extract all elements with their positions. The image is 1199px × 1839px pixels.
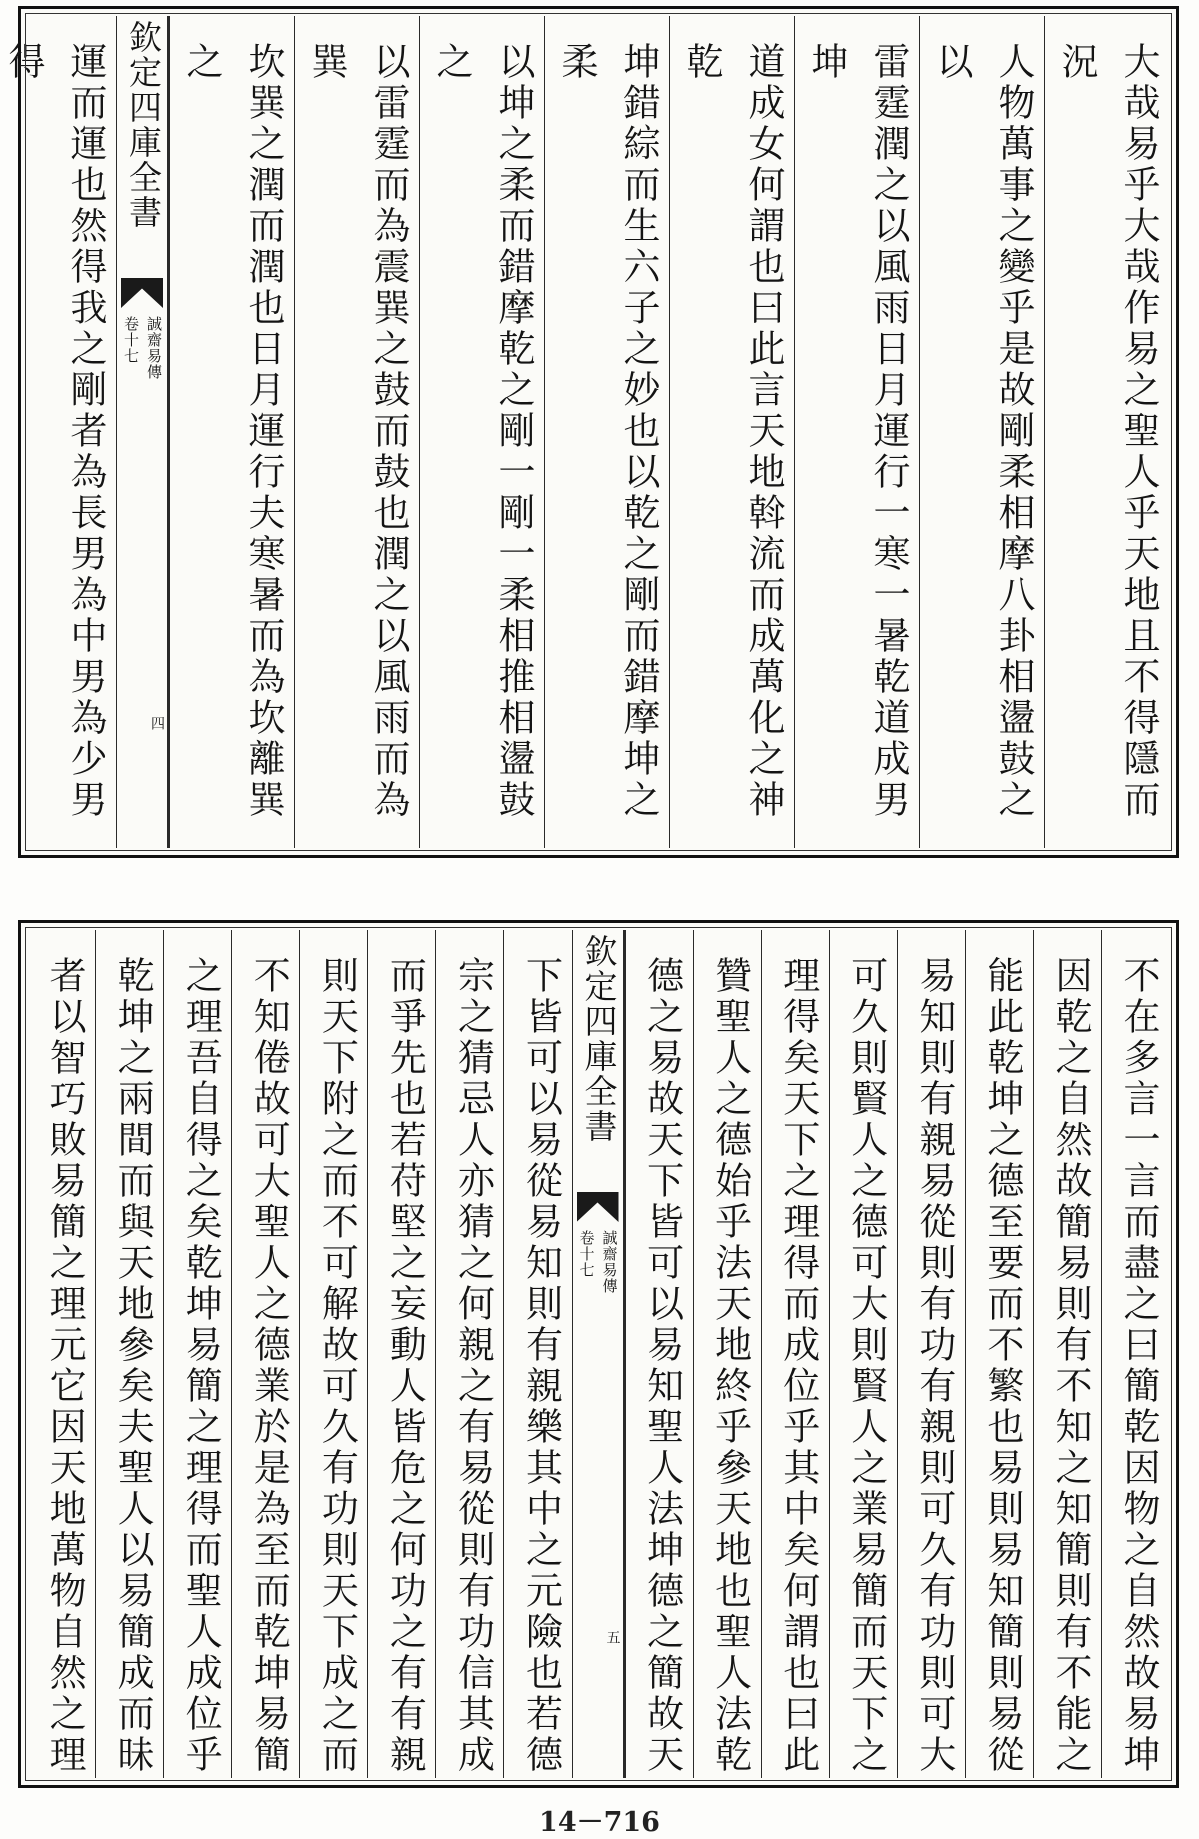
center-fold-banxin: [572, 930, 625, 1778]
text-column: 以雷霆而為震巽之鼓而鼓也潤之以風雨而為巽: [294, 16, 419, 848]
text-column: 因乾之自然故簡易則有不知之知簡則有不能之: [1033, 930, 1101, 1778]
fishtail-ornament-icon: [121, 278, 163, 308]
text-column: 人物萬事之變乎是故剛柔相摩八卦相盪鼓之以: [919, 16, 1044, 848]
text-column: 乾坤之兩間而與天地參矣夫聖人以易簡成而昧: [95, 930, 163, 1778]
fishtail-ornament-icon: [577, 1192, 619, 1222]
book-title: 誠齋易傳: [600, 1230, 619, 1294]
text-column: 以坤之柔而錯摩乾之剛一剛一柔相推相盪鼓之: [419, 16, 544, 848]
text-column: 不知倦故可大聖人之德業於是為至而乾坤易簡: [231, 930, 299, 1778]
text-column: 德之易故天下皆可以易知聖人法坤德之簡故天: [625, 930, 693, 1778]
text-column: 能此乾坤之德至要而不繁也易則易知簡則易從: [965, 930, 1033, 1778]
text-column: 之理吾自得之矣乾坤易簡之理得而聖人成位乎: [163, 930, 231, 1778]
leaf-number: 五: [604, 1630, 621, 1644]
book-title: 誠齋易傳: [145, 316, 163, 380]
text-column: 而爭先也若苻堅之妄動人皆危之何功之有有親: [367, 930, 435, 1778]
text-column: 雷霆潤之以風雨日月運行一寒一暑乾道成男坤: [794, 16, 919, 848]
center-fold-banxin: [116, 16, 169, 848]
text-column: 大哉易乎大哉作易之聖人乎天地且不得隱而況: [1044, 16, 1169, 848]
text-column: 理得矣天下之理得而成位乎其中矣何謂也曰此: [761, 930, 829, 1778]
volume-number: 卷十七: [122, 316, 140, 364]
text-column: 則天下附之而不可解故可久有功則天下成之而: [299, 930, 367, 1778]
leaf-number: 四: [149, 716, 165, 730]
text-column: 不在多言一言而盡之曰簡乾因物之自然故易坤: [1101, 930, 1169, 1778]
text-column: 贊聖人之德始乎法天地終乎參天地也聖人法乾: [693, 930, 761, 1778]
text-column: 易知則有親易從則有功有親則可久有功則可大: [897, 930, 965, 1778]
text-column: 道成女何謂也曰此言天地斡流而成萬化之神乾: [669, 16, 794, 848]
text-column: 坤錯綜而生六子之妙也以乾之剛而錯摩坤之柔: [544, 16, 669, 848]
upper-text-columns: [2, 16, 1169, 848]
collection-title: 欽定四庫全書: [124, 20, 163, 230]
page-number: 14－716: [539, 1807, 660, 1838]
volume-number: 卷十七: [577, 1230, 596, 1278]
collection-title: 欽定四庫全書: [579, 934, 619, 1144]
text-column: 運而運也然得我之剛者為長男為中男為少男得: [0, 16, 116, 848]
text-column: 宗之猜忌人亦猜之何親之有易從則有功信其成: [435, 930, 503, 1778]
lower-page-panel: [18, 920, 1179, 1788]
upper-page-panel: [2, 6, 1179, 858]
lower-text-columns: [28, 930, 1169, 1778]
text-column: 坎巽之潤而潤也日月運行夫寒暑而為坎離巽之: [169, 16, 294, 848]
text-column: 者以智巧敗易簡之理元它因天地萬物自然之理: [43, 956, 87, 1776]
text-column: 下皆可以易從易知則有親樂其中之元險也若德: [503, 930, 571, 1778]
text-column: 可久則賢人之德可大則賢人之業易簡而天下之: [829, 930, 897, 1778]
